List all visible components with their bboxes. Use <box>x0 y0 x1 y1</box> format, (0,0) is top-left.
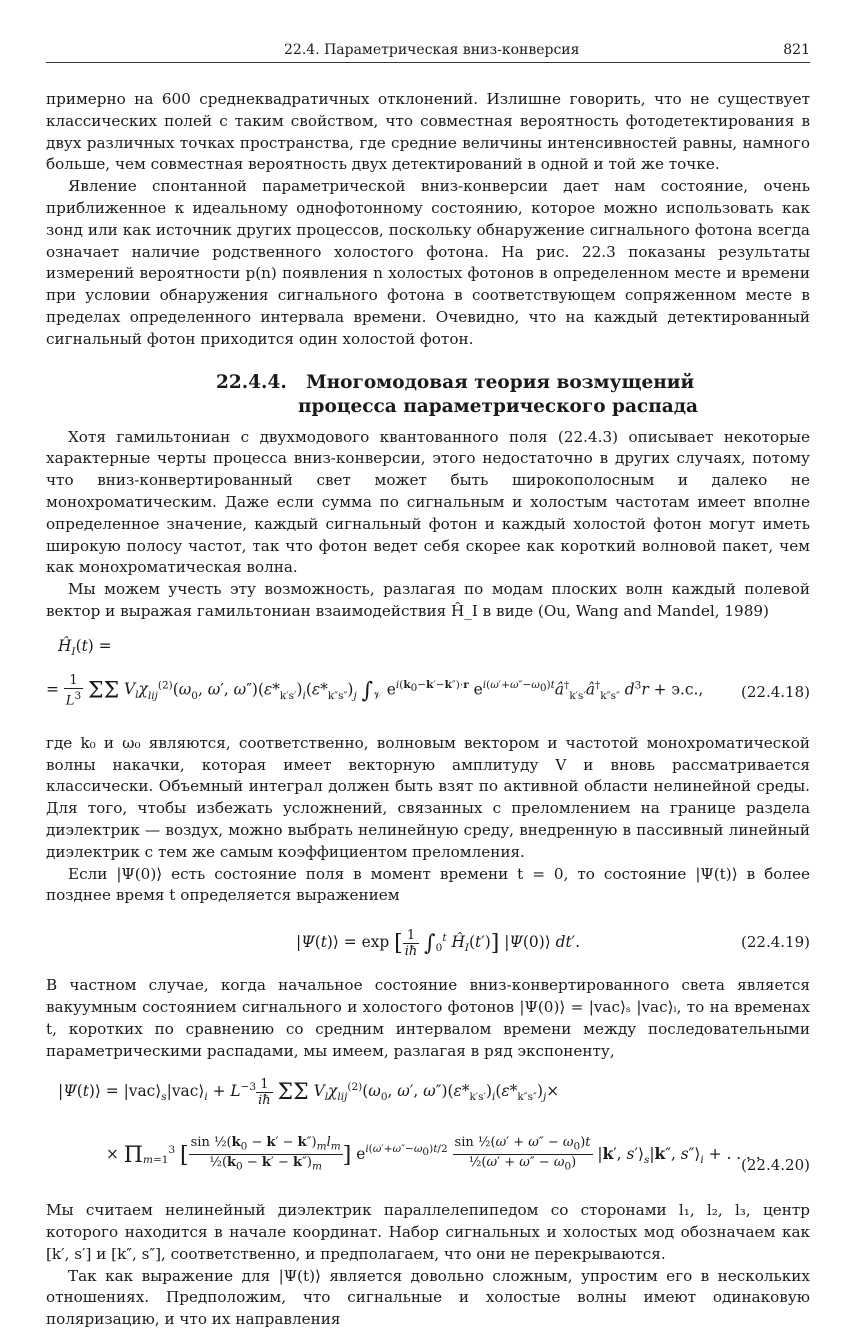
equation-number-20: (22.4.20) <box>741 1156 810 1175</box>
paragraph-5: где k₀ и ω₀ являются, соответственно, волновым вектором и частотой монохроматической волны накачки, которая имеет векторную амплитуду V и вновь рассматривается классически. Объемный интеграл должен быть взят по активной области нелинейной среды. Для того, чтобы избежать усложнений, связанных с преломлением на границе раздела диэлектрик — воздух, можно выбрать нелинейную среду, внедренную в пассивный линейный диэлектрик с тем же самым коэффициентом преломления. <box>46 733 810 861</box>
paragraph-9: Так как выражение для |Ψ(t)⟩ является довольно сложным, упростим его в нескольких отношениях. Предположим, что сигнальные и холостые волны имеют одинаковую поляризацию, и что их направления <box>46 1266 810 1329</box>
equation-22-4-18: $Ĥ_I(t)$ = = $\frac{1}{L^3}$ ΣΣ $V_l\chi_{lij}^{(2)}(\omega_0$, ω′, $\omega'')(\varepsilon*_{k's'})_i(\varepsilon*_{k''s''})_j$ $\int_𝒱$ $e^{i(k_0-k'-k'')\cdot r}$ $e^{i(\omega'+\omega''-\omega_0)t}â^\dagger_{k's'}â^\dagger_{k''s''}$ $d^3r + э.с$., (22.4.18) <box>46 636 810 709</box>
section-heading <box>216 371 810 419</box>
section-number: 22.4.4. <box>216 371 287 393</box>
equation-number-18: (22.4.18) <box>741 682 810 701</box>
paragraph-7: В частном случае, когда начальное состояние вниз-конвертированного света является вакуумным состоянием сигнального и холостого фотонов |Ψ(0)⟩ = |vac⟩ₛ |vac⟩ᵢ, то на временах t, коротких по сравнению со средним интервалом времени между последовательными параметрическими распадами, мы имеем, разлагая в ряд экспоненту, <box>46 976 810 1060</box>
paragraph-3: Хотя гамильтониан с двухмодового квантованного поля (22.4.3) описывает некоторые характерные черты процесса вниз-конверсии, этого недостаточно в других случаях, потому что вниз-конвертированный свет может быть широкополосным и далеко не монохроматическим. Даже если сумма по сигнальным и холостым частотам имеет вполне определенное значение, каждый сигнальный фотон и каждый холостой фотон могут иметь широкую полосу частот, так что фотон ведет себя скорее как короткий волновой пакет, чем как монохроматическая волна. <box>46 427 810 577</box>
equation-number-19: (22.4.19) <box>741 933 810 952</box>
section-title-line-1: Многомодовая теория возмущений <box>306 371 695 393</box>
equation-22-4-19: |Ψ(t)⟩ = exp [ $\frac{1}{iħ}$ $\int_0^t$ $Ĥ_I(t')$] |Ψ(0)⟩ dt′. (22.4.19) <box>296 927 810 959</box>
paragraph-2: Явление спонтанной параметрической вниз-конверсии дает нам состояние, очень приближенное к идеальному однофотонному состоянию, которое можно использовать как зонд или как источник других процессов, поскольку обнаружение сигнального фотона всегда означает наличие родственного холостого фотона. На рис. 22.3 показаны результаты измерений вероятности p(n) появления n холостых фотонов в определенном месте и времени при условии обнаружения сигнального фотона в соответствующем сопряженном месте в пределах определенного интервала времени. Очевидно, что на каждый детектированный сигнальный фотон приходится один холостой фотон. <box>46 177 810 348</box>
running-header <box>46 40 810 63</box>
page-number: 821 <box>783 42 810 58</box>
equation-22-4-20: |Ψ(t)⟩ = $|vac⟩_s|vac⟩_i + L^{-3}$ $\frac{1}{iħ}$ ΣΣ $V_l\chi_{lij}^{(2)}(\omega_0$, ω′, $\omega'')(\varepsilon*_{k's'})_i(\varepsilon*_{k''s''})_j\times$ × $\Pi_{m=1}^3$ [ $\frac{\sin \frac{1}{2}(k_0 - k' - k'')_ml_m}{\frac{1}{2}(k_0 - k' - k'')_m}$ ] $e^{i(\omega'+\omega''-\omega_0)t/2}$ $\frac{\sin \frac{1}{2}(\omega' + \omega'' - \omega_0)t}{\frac{1}{2}(\omega' + \omega'' - \omega_0)}$ |k′, $s'⟩_s|k''$, $s''⟩_i$ + . . . . (22.4.20) <box>58 1076 810 1175</box>
section-title-line-2: процесса параметрического распада <box>298 395 699 417</box>
paragraph-8: Мы считаем нелинейный диэлектрик параллелепипедом со сторонами l₁, l₂, l₃, центр которого находится в начале координат. Набор сигнальных и холостых мод обозначаем как [k′, s′] и [k″, s″], соответственно, и предполагаем, что они не перекрываются. <box>46 1201 810 1263</box>
page <box>46 40 810 1331</box>
header-title: 22.4. Параметрическая вниз-конверсия <box>284 42 580 58</box>
paragraph-4: Мы можем учесть эту возможность, разлагая по модам плоских волн каждый полевой вектор и выражая гамильтониан взаимодействия Ĥ_I в виде (Ou, Wang and Mandel, 1989) <box>46 580 810 620</box>
paragraph-6: Если |Ψ(0)⟩ есть состояние поля в момент времени t = 0, то состояние |Ψ(t)⟩ в более позднее время t определяется выражением <box>46 864 810 905</box>
paragraph-1: примерно на 600 среднеквадратичных отклонений. Излишне говорить, что не существует классических полей с таким свойством, что совместная вероятность фотодетектирования в двух различных точках пространства, где средние величины интенсивностей равны, намного больше, чем совместная вероятность двух детектирований в одной и той же точке. <box>46 90 810 174</box>
